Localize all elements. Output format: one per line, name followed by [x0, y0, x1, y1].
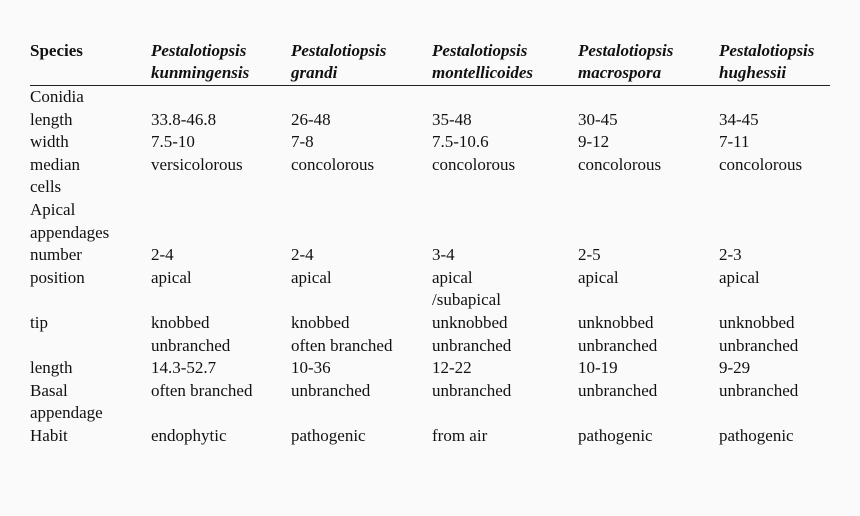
- table-cell: [432, 86, 578, 109]
- table-cell: [151, 425, 291, 448]
- header-epithet: macrospora: [578, 63, 662, 82]
- header-species-macrospora: [578, 40, 719, 86]
- row-label: [30, 109, 151, 132]
- row-label-line: position: [30, 267, 85, 287]
- cell-line: endophytic: [151, 425, 227, 445]
- table-cell: [578, 131, 719, 154]
- row-label-line: Apical: [30, 199, 76, 219]
- table-cell: [291, 312, 432, 357]
- table-cell: [719, 199, 830, 244]
- table-cell: [719, 244, 830, 267]
- cell-line: unbranched: [432, 380, 512, 400]
- table-cell: [432, 425, 578, 448]
- cell-line: 12-22: [432, 358, 472, 378]
- header-epithet: kunmingensis: [151, 63, 250, 82]
- cell-line: unbranched: [432, 335, 512, 355]
- table-cell: [719, 154, 830, 199]
- cell-line: apical: [432, 267, 473, 287]
- cell-line: 2-4: [291, 245, 314, 265]
- table-row: [30, 312, 830, 357]
- table-cell: [578, 154, 719, 199]
- cell-line: versicolorous: [151, 154, 243, 174]
- row-label-line: length: [30, 358, 73, 378]
- table-row: [30, 380, 830, 425]
- cell-line: knobbed: [151, 312, 210, 332]
- table-cell: [578, 109, 719, 132]
- table-row: [30, 109, 830, 132]
- table-cell: [719, 312, 830, 357]
- header-species-hughessii: [719, 40, 830, 86]
- species-comparison-sheet: [30, 40, 830, 448]
- table-cell: [578, 380, 719, 425]
- row-label-line: number: [30, 245, 82, 265]
- table-cell: [578, 425, 719, 448]
- cell-line: unbranched: [719, 335, 799, 355]
- table-cell: [151, 199, 291, 244]
- table-cell: [719, 357, 830, 380]
- table-cell: [719, 109, 830, 132]
- table-cell: [291, 380, 432, 425]
- cell-line: unbranched: [578, 335, 658, 355]
- row-label-line: appendages: [30, 222, 110, 242]
- table-cell: [719, 380, 830, 425]
- cell-line: unbranched: [291, 380, 371, 400]
- row-label-line: length: [30, 109, 73, 129]
- table-cell: [432, 109, 578, 132]
- table-cell: [291, 244, 432, 267]
- row-label-line: Conidia: [30, 87, 84, 106]
- table-cell: [151, 380, 291, 425]
- cell-line: 34-45: [719, 109, 759, 129]
- cell-line: unbranched: [151, 335, 231, 355]
- cell-line: 10-19: [578, 358, 618, 378]
- cell-line: pathogenic: [719, 425, 794, 445]
- table-cell: [151, 244, 291, 267]
- row-label-line: cells: [30, 177, 62, 197]
- header-genus: Pestalotiopsis: [432, 41, 528, 60]
- row-label-line: tip: [30, 312, 48, 332]
- row-label: [30, 425, 151, 448]
- table-row: [30, 267, 830, 312]
- cell-line: unknobbed: [719, 312, 795, 332]
- cell-line: unknobbed: [578, 312, 654, 332]
- row-label: [30, 154, 151, 199]
- cell-line: concolorous: [578, 154, 662, 174]
- table-cell: [432, 154, 578, 199]
- table-row: [30, 154, 830, 199]
- cell-line: 2-3: [719, 245, 742, 265]
- cell-line: 7.5-10: [151, 132, 195, 152]
- cell-line: apical: [578, 267, 619, 287]
- table-body: [30, 86, 830, 448]
- row-label-line: Basal: [30, 380, 68, 400]
- table-row: [30, 86, 830, 109]
- row-label: [30, 244, 151, 267]
- row-label-line: appendage: [30, 403, 103, 423]
- cell-line: concolorous: [291, 154, 375, 174]
- table-cell: [432, 199, 578, 244]
- cell-line: apical: [719, 267, 760, 287]
- row-label-line: median: [30, 154, 81, 174]
- cell-line: 9-29: [719, 358, 751, 378]
- cell-line: 30-45: [578, 109, 618, 129]
- row-label: [30, 312, 151, 357]
- cell-line: 14.3-52.7: [151, 358, 217, 378]
- cell-line: 9-12: [578, 132, 610, 152]
- table-cell: [432, 244, 578, 267]
- cell-line: /subapical: [432, 290, 501, 310]
- cell-line: 7-11: [719, 132, 750, 152]
- cell-line: unbranched: [578, 380, 658, 400]
- cell-line: knobbed: [291, 312, 350, 332]
- table-cell: [578, 267, 719, 312]
- row-label: [30, 380, 151, 425]
- cell-line: 7.5-10.6: [432, 132, 489, 152]
- table-cell: [432, 357, 578, 380]
- cell-line: unknobbed: [432, 312, 508, 332]
- header-genus: Pestalotiopsis: [291, 41, 387, 60]
- table-cell: [151, 312, 291, 357]
- table-cell: [432, 131, 578, 154]
- row-label: [30, 131, 151, 154]
- cell-line: 7-8: [291, 132, 314, 152]
- cell-line: from air: [432, 425, 488, 445]
- cell-line: often branched: [151, 380, 253, 400]
- table-row: [30, 199, 830, 244]
- header-species-text: Species: [30, 41, 83, 60]
- table-cell: [291, 425, 432, 448]
- header-genus: Pestalotiopsis: [719, 41, 815, 60]
- table-cell: [432, 312, 578, 357]
- cell-line: apical: [291, 267, 332, 287]
- table-cell: [578, 244, 719, 267]
- table-row: [30, 357, 830, 380]
- row-label-line: width: [30, 132, 69, 152]
- table-cell: [151, 267, 291, 312]
- header-species-kunmingensis: [151, 40, 291, 86]
- table-cell: [719, 131, 830, 154]
- table-cell: [151, 357, 291, 380]
- cell-line: concolorous: [432, 154, 516, 174]
- cell-line: 10-36: [291, 358, 331, 378]
- row-label: [30, 357, 151, 380]
- table-cell: [432, 380, 578, 425]
- table-cell: [291, 109, 432, 132]
- table-row: [30, 425, 830, 448]
- cell-line: 26-48: [291, 109, 331, 129]
- table-cell: [151, 154, 291, 199]
- table-cell: [719, 425, 830, 448]
- table-cell: [291, 267, 432, 312]
- table-cell: [432, 267, 578, 312]
- cell-line: 3-4: [432, 245, 455, 265]
- cell-line: pathogenic: [291, 425, 366, 445]
- header-epithet: montellicoides: [432, 63, 534, 82]
- species-comparison-table: [30, 40, 830, 448]
- header-genus: Pestalotiopsis: [578, 41, 674, 60]
- table-cell: [578, 199, 719, 244]
- table-cell: [151, 131, 291, 154]
- cell-line: concolorous: [719, 154, 803, 174]
- table-cell: [291, 154, 432, 199]
- table-cell: [719, 267, 830, 312]
- cell-line: pathogenic: [578, 425, 653, 445]
- cell-line: often branched: [291, 335, 393, 355]
- cell-line: 2-4: [151, 245, 174, 265]
- header-genus: Pestalotiopsis: [151, 41, 247, 60]
- header-species-grandi: [291, 40, 432, 86]
- row-label: [30, 199, 151, 244]
- header-species-montellicoides: [432, 40, 578, 86]
- table-cell: [151, 86, 291, 109]
- header-epithet: grandi: [291, 63, 338, 82]
- table-cell: [578, 357, 719, 380]
- row-label: [30, 267, 151, 312]
- table-cell: [291, 199, 432, 244]
- cell-line: 33.8-46.8: [151, 109, 217, 129]
- cell-line: apical: [151, 267, 192, 287]
- table-cell: [151, 109, 291, 132]
- table-cell: [578, 86, 719, 109]
- row-label: [30, 86, 151, 109]
- table-cell: [578, 312, 719, 357]
- table-cell: [291, 357, 432, 380]
- table-row: [30, 131, 830, 154]
- table-cell: [719, 86, 830, 109]
- header-epithet: hughessii: [719, 63, 787, 82]
- cell-line: 2-5: [578, 245, 601, 265]
- table-cell: [291, 86, 432, 109]
- header-species-label: [30, 40, 151, 86]
- cell-line: unbranched: [719, 380, 799, 400]
- table-cell: [291, 131, 432, 154]
- row-label-line: Habit: [30, 425, 68, 445]
- table-row: [30, 244, 830, 267]
- header-row: [30, 40, 830, 86]
- cell-line: 35-48: [432, 109, 472, 129]
